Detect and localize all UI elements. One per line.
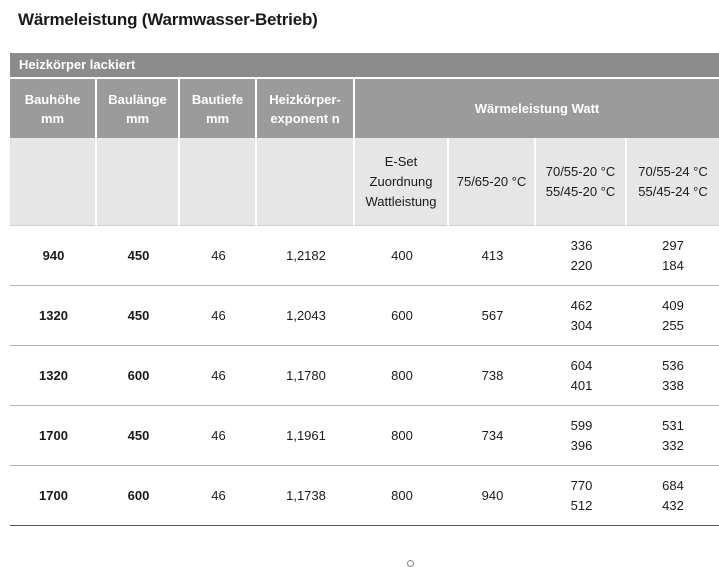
cell-exponent: 1,1738	[257, 466, 355, 526]
value-70-55-20: 462	[570, 297, 593, 313]
cell-baulaenge: 600	[97, 346, 180, 406]
cell-70-55-24	[627, 286, 719, 346]
value-55-45-20: 401	[570, 377, 593, 393]
value-55-45-24: 432	[662, 497, 684, 513]
cell-bautiefe: 46	[180, 226, 257, 286]
value-55-45-24: 338	[662, 377, 684, 393]
header-exponent: Heizkörper- exponent n	[257, 79, 355, 138]
cell-bautiefe: 46	[180, 466, 257, 526]
value-70-55-24: 536	[662, 357, 684, 373]
value-70-55-20: 770	[570, 477, 593, 493]
cell-eset: 800	[355, 346, 449, 406]
subheader-empty	[257, 138, 355, 226]
value-55-45-20: 396	[570, 437, 593, 453]
value-70-55-20: 599	[570, 417, 593, 433]
subheader-empty	[180, 138, 257, 226]
subheader-eset: E-Set Zuordnung Wattleistung	[355, 138, 449, 226]
value-70-55-24: 684	[662, 477, 684, 493]
value-70-55-24: 531	[662, 417, 684, 433]
value-70-55-24: 297	[662, 237, 684, 253]
cell-exponent: 1,1780	[257, 346, 355, 406]
table-row	[10, 286, 719, 346]
cell-baulaenge: 450	[97, 226, 180, 286]
value-70-55-24: 409	[662, 297, 684, 313]
cell-70-55-20	[536, 286, 627, 346]
value-55-45-24: 255	[662, 317, 684, 333]
subheader-75-65-20: 75/65-20 °C	[449, 138, 536, 226]
cell-75-65-20: 940	[449, 466, 536, 526]
cell-70-55-24	[627, 346, 719, 406]
cell-bauhoehe: 1700	[10, 466, 97, 526]
subheader-empty	[97, 138, 180, 226]
table-row	[10, 406, 719, 466]
cell-bauhoehe: 1700	[10, 406, 97, 466]
heat-output-table	[10, 79, 719, 526]
subheader-empty	[10, 138, 97, 226]
subheader-row	[10, 138, 719, 226]
table-row	[10, 346, 719, 406]
page-title: Wärmeleistung (Warmwasser-Betrieb)	[18, 10, 318, 29]
cell-75-65-20: 734	[449, 406, 536, 466]
subheader-70-55-20: 70/55-20 °C 55/45-20 °C	[536, 138, 627, 226]
cell-eset: 600	[355, 286, 449, 346]
value-55-45-20: 220	[570, 257, 593, 273]
header-bauhoehe: Bauhöhe mm	[10, 79, 97, 138]
page-marker-dot	[407, 560, 414, 567]
cell-70-55-20	[536, 406, 627, 466]
cell-exponent: 1,2182	[257, 226, 355, 286]
cell-70-55-24	[627, 466, 719, 526]
header-baulaenge: Baulänge mm	[97, 79, 180, 138]
header-waermeleistung: Wärmeleistung Watt	[355, 79, 719, 138]
value-55-45-24: 184	[662, 257, 684, 273]
cell-eset: 400	[355, 226, 449, 286]
cell-75-65-20: 567	[449, 286, 536, 346]
cell-bautiefe: 46	[180, 286, 257, 346]
value-70-55-20: 604	[570, 357, 593, 373]
cell-70-55-20	[536, 346, 627, 406]
value-55-45-24: 332	[662, 437, 684, 453]
cell-70-55-20	[536, 226, 627, 286]
cell-75-65-20: 413	[449, 226, 536, 286]
cell-bauhoehe: 940	[10, 226, 97, 286]
cell-exponent: 1,2043	[257, 286, 355, 346]
cell-baulaenge: 450	[97, 406, 180, 466]
cell-eset: 800	[355, 406, 449, 466]
value-55-45-20: 304	[570, 317, 593, 333]
cell-bautiefe: 46	[180, 406, 257, 466]
cell-70-55-24	[627, 406, 719, 466]
cell-baulaenge: 600	[97, 466, 180, 526]
subheader-70-55-24: 70/55-24 °C 55/45-24 °C	[627, 138, 719, 226]
value-55-45-20: 512	[570, 497, 593, 513]
cell-bauhoehe: 1320	[10, 346, 97, 406]
cell-70-55-24	[627, 226, 719, 286]
header-bautiefe: Bautiefe mm	[180, 79, 257, 138]
cell-bautiefe: 46	[180, 346, 257, 406]
cell-exponent: 1,1961	[257, 406, 355, 466]
table-row	[10, 226, 719, 286]
cell-75-65-20: 738	[449, 346, 536, 406]
section-header: Heizkörper lackiert	[10, 53, 719, 77]
value-70-55-20: 336	[570, 237, 593, 253]
table-row	[10, 466, 719, 526]
cell-70-55-20	[536, 466, 627, 526]
cell-bauhoehe: 1320	[10, 286, 97, 346]
cell-eset: 800	[355, 466, 449, 526]
cell-baulaenge: 450	[97, 286, 180, 346]
